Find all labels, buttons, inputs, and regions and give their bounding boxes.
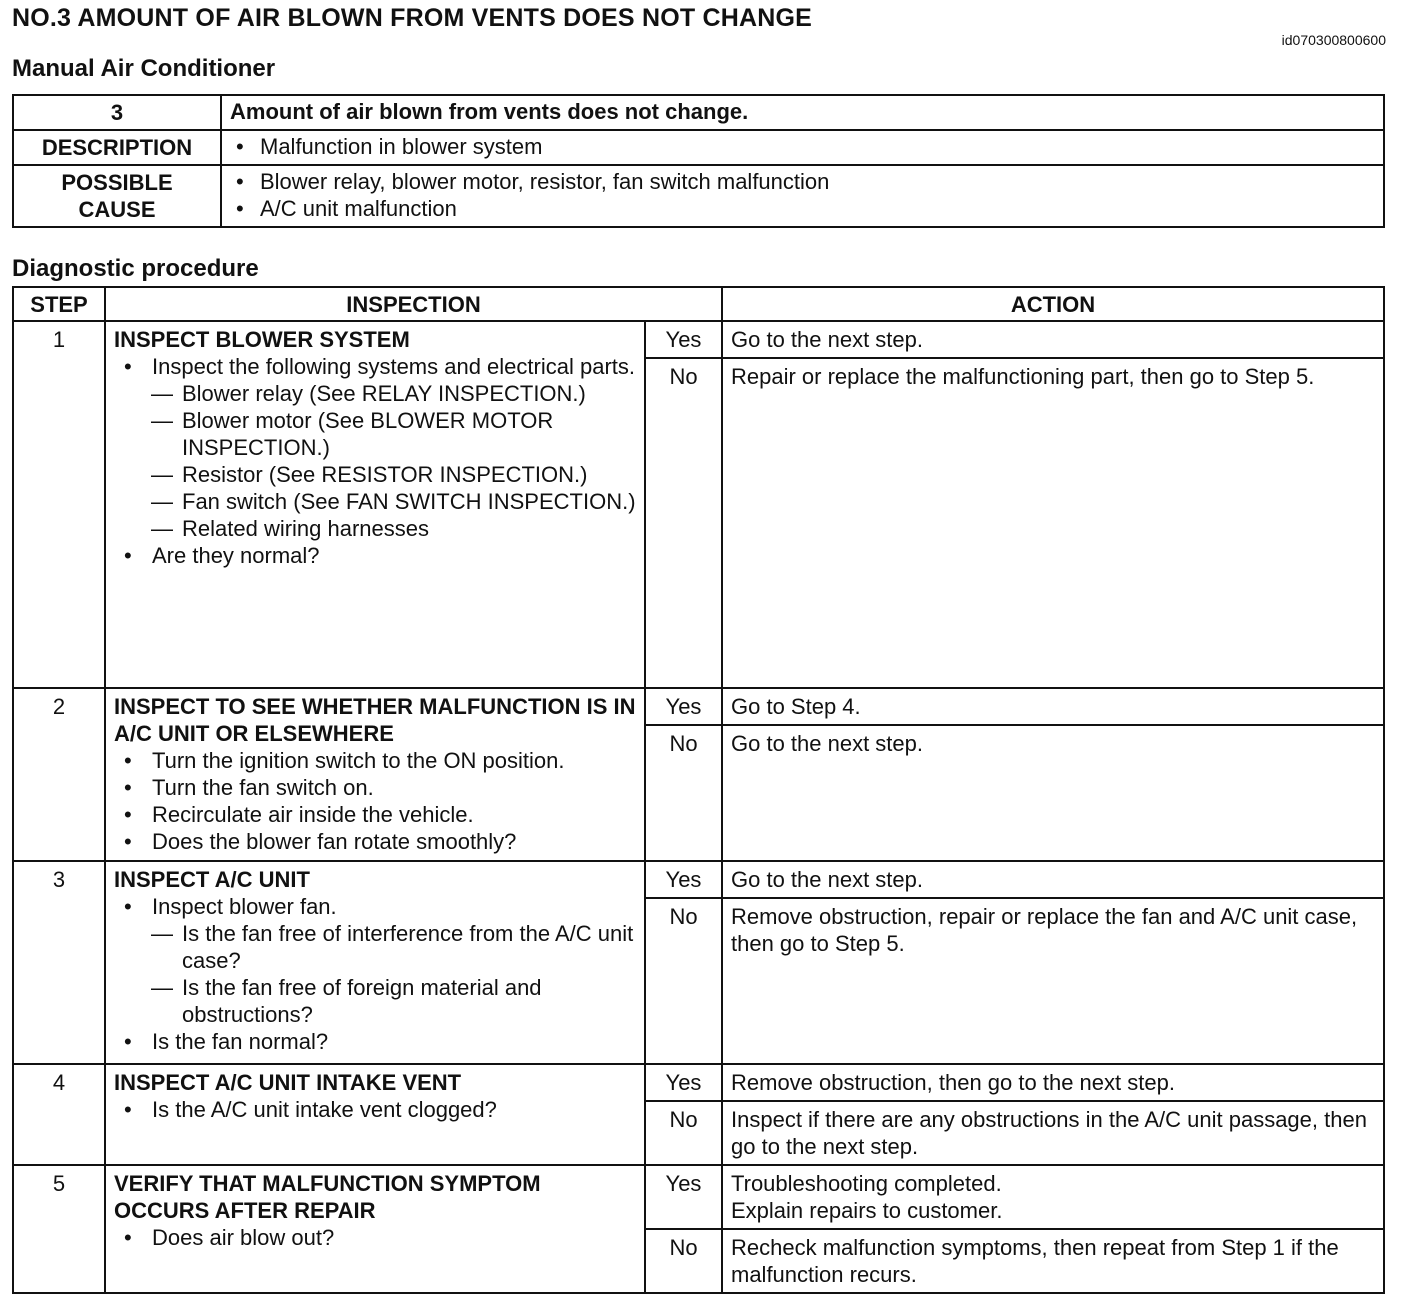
column-header-inspection: INSPECTION	[105, 287, 722, 321]
inspection-cell	[105, 688, 645, 861]
inspection-bullet: • Inspect the following systems and electrical parts.	[114, 353, 638, 380]
summary-heading: Amount of air blown from vents does not change.	[221, 95, 1384, 130]
no-action: Repair or replace the malfunctioning part, then go to Step 5.	[722, 358, 1384, 688]
no-action: Recheck malfunction symptoms, then repeat from Step 1 if the malfunction recurs.	[722, 1229, 1384, 1293]
yes-label: Yes	[645, 861, 722, 898]
step-number: 3	[13, 861, 105, 1064]
table-row	[13, 861, 1384, 898]
diagnostic-table	[12, 286, 1385, 1294]
page-title: NO.3 AMOUNT OF AIR BLOWN FROM VENTS DOES NOT CHANGE	[12, 4, 813, 32]
no-label: No	[645, 898, 722, 1064]
no-label: No	[645, 1101, 722, 1165]
possible-cause-cell	[221, 165, 1384, 227]
description-item: • Malfunction in blower system	[230, 133, 1375, 160]
yes-label: Yes	[645, 1064, 722, 1101]
table-row	[13, 1064, 1384, 1101]
yes-action-line: Troubleshooting completed.	[731, 1171, 1002, 1196]
yes-label: Yes	[645, 1165, 722, 1229]
no-label: No	[645, 1229, 722, 1293]
table-row	[13, 1165, 1384, 1229]
step-number: 1	[13, 321, 105, 688]
inspection-cell	[105, 1165, 645, 1293]
inspection-title: INSPECT A/C UNIT INTAKE VENT	[114, 1070, 462, 1095]
table-row	[13, 688, 1384, 725]
cause-label-line2: CAUSE	[78, 197, 156, 222]
inspection-bullet: • Does the blower fan rotate smoothly?	[114, 828, 638, 855]
description-cell	[221, 130, 1384, 165]
no-action: Go to the next step.	[722, 725, 1384, 861]
inspection-bullet: • Turn the ignition switch to the ON position.	[114, 747, 638, 774]
inspection-bullet: • Recirculate air inside the vehicle.	[114, 801, 638, 828]
inspection-question: • Are they normal?	[114, 542, 638, 569]
inspection-bullet: • Inspect blower fan.	[114, 893, 638, 920]
step-number: 2	[13, 688, 105, 861]
description-label: DESCRIPTION	[13, 130, 221, 165]
inspection-subitem: — Blower motor (See BLOWER MOTOR INSPECTION.)	[114, 407, 638, 461]
yes-action: Go to Step 4.	[722, 688, 1384, 725]
inspection-cell	[105, 321, 645, 688]
diagnostic-procedure-title: Diagnostic procedure	[12, 255, 259, 282]
no-action: Remove obstruction, repair or replace the fan and A/C unit case, then go to Step 5.	[722, 898, 1384, 1064]
inspection-question: • Is the fan normal?	[114, 1028, 638, 1055]
cause-item: • Blower relay, blower motor, resistor, fan switch malfunction	[230, 168, 1375, 195]
yes-label: Yes	[645, 321, 722, 358]
yes-action: Remove obstruction, then go to the next step.	[722, 1064, 1384, 1101]
column-header-action: ACTION	[722, 287, 1384, 321]
step-number: 5	[13, 1165, 105, 1293]
inspection-title: INSPECT TO SEE WHETHER MALFUNCTION IS IN A/C UNIT OR ELSEWHERE	[114, 694, 636, 746]
inspection-bullet: • Is the A/C unit intake vent clogged?	[114, 1096, 638, 1123]
summary-number: 3	[13, 95, 221, 130]
yes-action: Go to the next step.	[722, 321, 1384, 358]
inspection-title: VERIFY THAT MALFUNCTION SYMPTOM OCCURS AFTER REPAIR	[114, 1171, 541, 1223]
inspection-cell	[105, 861, 645, 1064]
inspection-bullet: • Does air blow out?	[114, 1224, 638, 1251]
inspection-subitem: — Fan switch (See FAN SWITCH INSPECTION.)	[114, 488, 638, 515]
table-row	[13, 321, 1384, 358]
no-action: Inspect if there are any obstructions in the A/C unit passage, then go to the next step.	[722, 1101, 1384, 1165]
section-subtitle: Manual Air Conditioner	[12, 55, 276, 82]
yes-action-line: Explain repairs to customer.	[731, 1198, 1003, 1223]
inspection-title: INSPECT BLOWER SYSTEM	[114, 327, 410, 352]
yes-action	[722, 1165, 1384, 1229]
cause-item: • A/C unit malfunction	[230, 195, 1375, 222]
inspection-subitem: — Resistor (See RESISTOR INSPECTION.)	[114, 461, 638, 488]
yes-label: Yes	[645, 688, 722, 725]
inspection-subitem: — Is the fan free of interference from the A/C unit case?	[114, 920, 638, 974]
inspection-subitem: — Is the fan free of foreign material and obstructions?	[114, 974, 638, 1028]
possible-cause-label	[13, 165, 221, 227]
inspection-subitem: — Blower relay (See RELAY INSPECTION.)	[114, 380, 638, 407]
cause-label-line1: POSSIBLE	[61, 170, 173, 195]
yes-action: Go to the next step.	[722, 861, 1384, 898]
inspection-subitem: — Related wiring harnesses	[114, 515, 638, 542]
document-id: id070300800600	[1281, 32, 1386, 48]
inspection-cell	[105, 1064, 645, 1165]
no-label: No	[645, 725, 722, 861]
inspection-title: INSPECT A/C UNIT	[114, 867, 310, 892]
inspection-bullet: • Turn the fan switch on.	[114, 774, 638, 801]
column-header-step: STEP	[13, 287, 105, 321]
summary-table	[12, 94, 1385, 228]
step-number: 4	[13, 1064, 105, 1165]
no-label: No	[645, 358, 722, 688]
